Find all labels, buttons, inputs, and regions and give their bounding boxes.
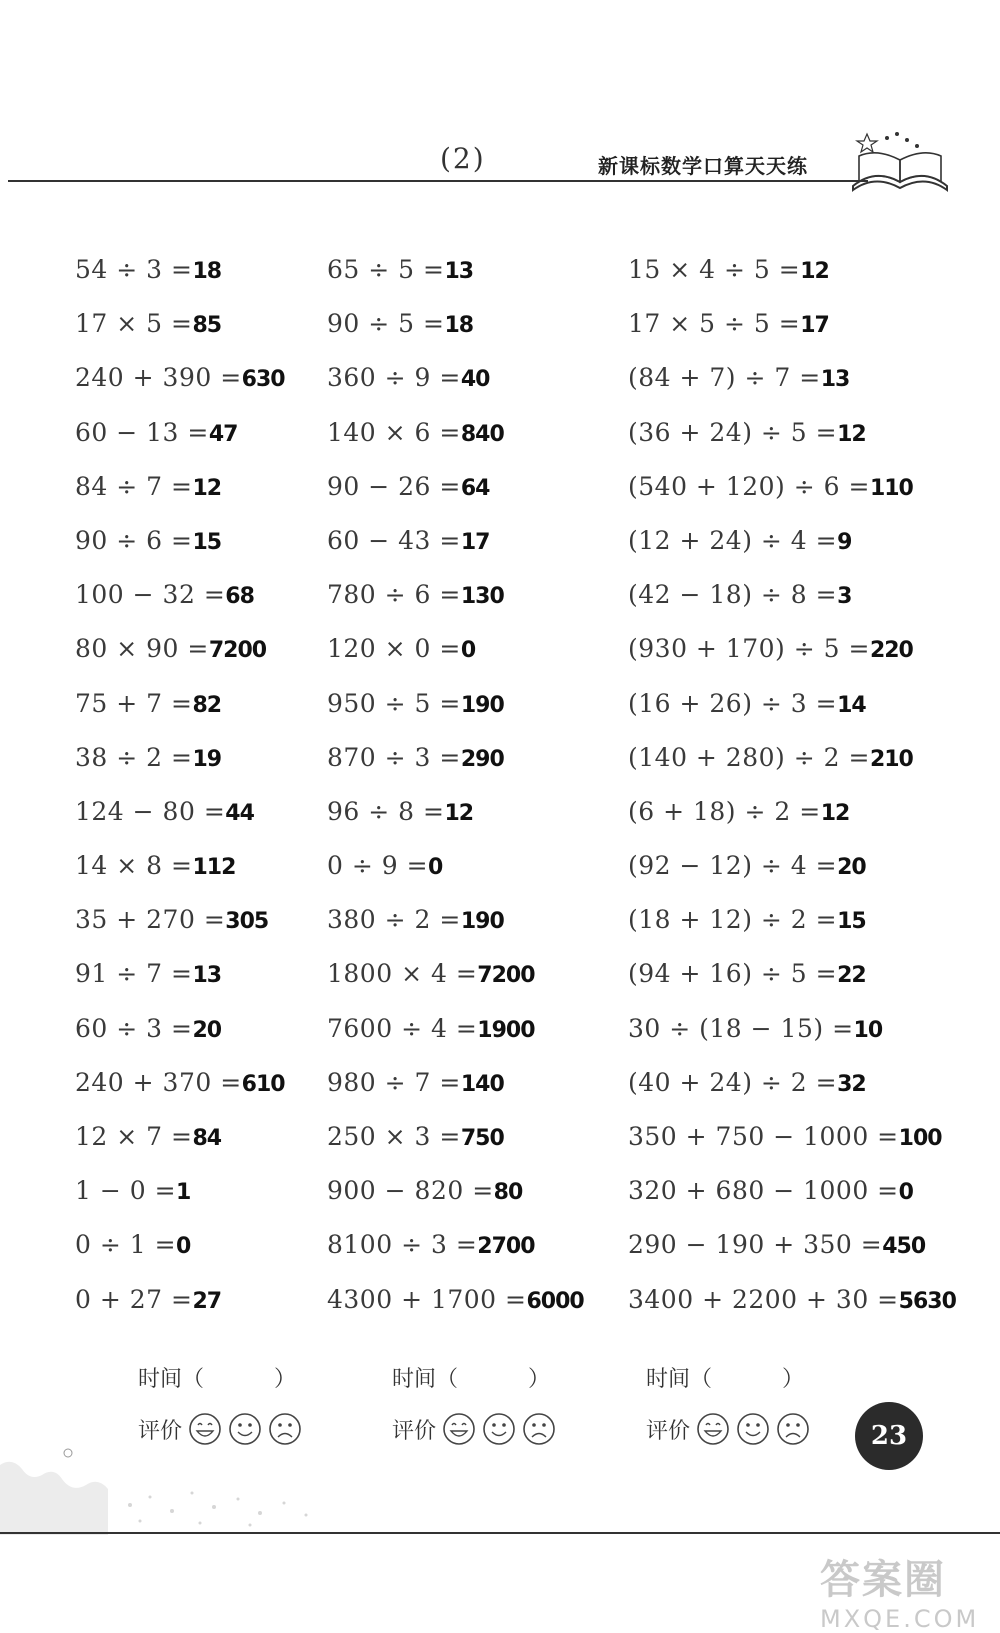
exercise-item	[327, 689, 584, 743]
exercise-item	[327, 743, 584, 797]
exercise-answer: 13	[820, 367, 850, 393]
exercise-item	[327, 851, 584, 905]
exercise-item	[628, 1068, 956, 1122]
book-title: 新课标数学口算天天练	[598, 154, 808, 178]
exercise-item	[628, 797, 956, 851]
watermark-domain: MXQE.COM	[820, 1605, 980, 1633]
exercise-answer: 17	[460, 529, 490, 555]
exercise-item	[327, 580, 584, 634]
exercise-question: 75 + 7 =	[75, 688, 193, 718]
exercise-question: (92 − 12) ÷ 4 =	[628, 851, 838, 881]
exercise-answer: 40	[460, 367, 490, 393]
exercise-answer: 305	[225, 909, 269, 935]
exercise-item	[75, 634, 285, 688]
exercise-question: 96 ÷ 8 =	[327, 796, 445, 826]
exercise-answer: 14	[837, 692, 866, 718]
exercise-answer: 610	[241, 1071, 285, 1097]
exercise-answer: 82	[192, 692, 222, 718]
exercise-answer: 18	[192, 259, 222, 284]
exercise-answer: 140	[460, 1071, 504, 1097]
exercise-answer: 12	[837, 421, 866, 447]
exercise-answer: 1900	[477, 1017, 535, 1043]
exercise-item	[75, 743, 285, 797]
exercise-answer: 190	[460, 909, 504, 935]
exercise-answer: 450	[882, 1234, 926, 1260]
exercise-answer: 6000	[526, 1288, 584, 1314]
exercise-answer: 3	[837, 584, 852, 610]
exercise-question: 4300 + 1700 =	[327, 1284, 527, 1314]
time-record	[646, 1362, 810, 1412]
exercise-item	[327, 797, 584, 851]
exercise-answer: 20	[192, 1017, 222, 1043]
exercise-column-1	[75, 255, 285, 1339]
exercise-answer: 44	[225, 800, 254, 826]
exercise-answer: 2700	[477, 1234, 535, 1260]
time-label: 时间（	[138, 1367, 205, 1392]
exercise-question: 80 × 90 =	[75, 634, 209, 664]
exercise-item	[628, 634, 956, 688]
laughing-face-icon[interactable]	[696, 1412, 730, 1446]
exercise-question: 240 + 390 =	[75, 363, 242, 393]
exercise-answer: 18	[444, 313, 474, 339]
exercise-answer: 0	[428, 855, 443, 881]
exercise-answer: 80	[493, 1180, 523, 1206]
time-close: ）	[274, 1367, 297, 1392]
laughing-face-icon[interactable]	[188, 1412, 222, 1446]
exercise-item	[628, 255, 956, 309]
decorative-corner-pattern	[0, 1445, 330, 1535]
exercise-answer: 47	[208, 421, 238, 447]
exercise-question: 17 × 5 =	[75, 309, 193, 339]
section-label: (2)	[440, 142, 486, 175]
exercise-item	[327, 1068, 584, 1122]
exercise-answer: 7200	[477, 963, 535, 989]
exercise-question: (42 − 18) ÷ 8 =	[628, 580, 838, 610]
exercise-question: 360 ÷ 9 =	[327, 363, 461, 393]
exercise-item	[327, 905, 584, 959]
evaluation-label: 评价	[138, 1418, 183, 1444]
exercise-answer: 68	[225, 584, 254, 610]
evaluation-record	[392, 1412, 556, 1446]
exercise-item	[628, 959, 956, 1013]
exercise-answer: 13	[444, 259, 474, 284]
exercise-answer: 0	[176, 1234, 191, 1260]
evaluation-record	[138, 1412, 302, 1446]
exercise-item	[628, 1122, 956, 1176]
time-record	[392, 1362, 556, 1412]
exercise-question: (18 + 12) ÷ 2 =	[628, 905, 838, 935]
evaluation-label: 评价	[646, 1418, 691, 1444]
exercise-question: 12 × 7 =	[75, 1122, 193, 1151]
exercise-answer: 15	[837, 909, 866, 935]
exercise-item	[628, 309, 956, 363]
exercise-item	[75, 255, 285, 309]
exercise-question: 0 ÷ 1 =	[75, 1230, 177, 1260]
exercise-question: 0 + 27 =	[75, 1284, 193, 1314]
exercise-question: 950 ÷ 5 =	[327, 688, 461, 718]
exercise-question: 60 − 43 =	[327, 525, 461, 555]
footer-column-3	[646, 1362, 810, 1446]
exercise-item	[327, 1176, 584, 1230]
exercise-item	[628, 1014, 956, 1068]
exercise-answer: 20	[837, 855, 866, 881]
exercise-item	[327, 363, 584, 417]
sad-face-icon[interactable]	[522, 1412, 556, 1446]
open-book-icon	[845, 126, 955, 196]
exercise-answer: 12	[820, 800, 850, 826]
exercise-question: 54 ÷ 3 =	[75, 255, 193, 284]
exercise-item	[628, 743, 956, 797]
exercise-question: 780 ÷ 6 =	[327, 580, 461, 610]
exercise-answer: 290	[460, 746, 504, 772]
exercise-answer: 12	[800, 259, 829, 284]
watermark-logo-text: 答案圈	[820, 1557, 946, 1603]
exercise-question: 30 ÷ (18 − 15) =	[628, 1013, 854, 1043]
exercise-question: 320 + 680 − 1000 =	[628, 1176, 899, 1206]
exercise-item	[75, 363, 285, 417]
exercise-question: 0 ÷ 9 =	[327, 851, 429, 881]
exercise-answer: 0	[898, 1180, 913, 1206]
exercise-item	[75, 418, 285, 472]
exercise-question: 60 ÷ 3 =	[75, 1013, 193, 1043]
exercise-item	[75, 905, 285, 959]
exercise-answer: 27	[192, 1288, 222, 1314]
exercise-item	[628, 526, 956, 580]
exercise-question: (12 + 24) ÷ 4 =	[628, 525, 838, 555]
exercise-question: 7600 ÷ 4 =	[327, 1013, 478, 1043]
exercise-item	[628, 851, 956, 905]
exercise-answer: 7200	[208, 638, 267, 664]
exercise-item	[75, 526, 285, 580]
exercise-question: (140 + 280) ÷ 2 =	[628, 742, 870, 772]
exercise-item	[75, 797, 285, 851]
exercise-item	[75, 1285, 285, 1339]
exercise-question: 120 × 0 =	[327, 634, 461, 664]
exercise-item	[327, 1285, 584, 1339]
exercise-answer: 64	[460, 475, 490, 501]
page-number-badge: 23	[855, 1402, 923, 1470]
evaluation-record	[646, 1412, 810, 1446]
exercise-question: (94 + 16) ÷ 5 =	[628, 959, 838, 989]
exercise-answer: 750	[460, 1126, 504, 1151]
exercise-answer: 12	[444, 800, 474, 826]
exercise-item	[75, 309, 285, 363]
exercise-answer: 32	[837, 1071, 866, 1097]
exercise-item	[327, 959, 584, 1013]
smiling-face-icon[interactable]	[228, 1412, 262, 1446]
laughing-face-icon[interactable]	[442, 1412, 476, 1446]
exercise-question: 124 − 80 =	[75, 796, 226, 826]
exercise-answer: 190	[460, 692, 504, 718]
exercise-item	[75, 1014, 285, 1068]
time-close: ）	[782, 1367, 805, 1392]
exercise-question: 90 − 26 =	[327, 471, 461, 501]
exercise-item	[628, 472, 956, 526]
exercise-answer: 22	[837, 963, 866, 989]
sad-face-icon[interactable]	[268, 1412, 302, 1446]
smiling-face-icon[interactable]	[736, 1412, 770, 1446]
exercise-item	[628, 363, 956, 417]
exercise-answer: 15	[192, 529, 222, 555]
sad-face-icon[interactable]	[776, 1412, 810, 1446]
exercise-question: 290 − 190 + 350 =	[628, 1230, 883, 1260]
exercise-answer: 10	[853, 1017, 883, 1043]
exercise-question: (930 + 170) ÷ 5 =	[628, 634, 870, 664]
exercise-item	[327, 526, 584, 580]
page-header	[0, 120, 1000, 210]
exercise-question: 1 − 0 =	[75, 1176, 177, 1206]
exercise-question: 65 ÷ 5 =	[327, 255, 445, 284]
exercise-answer: 84	[192, 1126, 222, 1151]
exercise-question: 870 ÷ 3 =	[327, 742, 461, 772]
exercise-item	[327, 255, 584, 309]
exercise-item	[327, 472, 584, 526]
exercise-answer: 130	[460, 584, 504, 610]
exercise-question: 1800 × 4 =	[327, 959, 478, 989]
exercise-question: 8100 ÷ 3 =	[327, 1230, 478, 1260]
time-record	[138, 1362, 302, 1412]
exercise-question: (540 + 120) ÷ 6 =	[628, 471, 870, 501]
exercise-answer: 9	[837, 529, 852, 555]
time-label: 时间（	[392, 1367, 459, 1392]
exercise-question: 14 × 8 =	[75, 851, 193, 881]
exercise-item	[75, 1176, 285, 1230]
exercise-item	[75, 472, 285, 526]
exercise-item	[327, 1122, 584, 1176]
exercise-item	[628, 689, 956, 743]
exercise-question: 3400 + 2200 + 30 =	[628, 1284, 899, 1314]
exercise-answer: 210	[869, 746, 913, 772]
exercise-item	[75, 1068, 285, 1122]
exercise-question: (6 + 18) ÷ 2 =	[628, 796, 821, 826]
exercise-item	[327, 1230, 584, 1284]
exercise-question: 980 ÷ 7 =	[327, 1067, 461, 1097]
exercise-question: (84 + 7) ÷ 7 =	[628, 363, 821, 393]
exercise-item	[75, 580, 285, 634]
exercise-item	[327, 1014, 584, 1068]
exercise-answer: 630	[241, 367, 285, 393]
exercise-question: (16 + 26) ÷ 3 =	[628, 688, 838, 718]
exercise-answer: 12	[192, 475, 222, 501]
exercise-answer: 85	[192, 313, 222, 339]
exercise-answer: 17	[800, 313, 829, 339]
exercise-item	[75, 1230, 285, 1284]
exercise-question: 900 − 820 =	[327, 1176, 494, 1206]
exercise-question: 140 × 6 =	[327, 417, 461, 447]
exercise-item	[628, 418, 956, 472]
exercise-item	[75, 1122, 285, 1176]
footer-rule	[0, 1532, 1000, 1534]
smiling-face-icon[interactable]	[482, 1412, 516, 1446]
exercise-question: (36 + 24) ÷ 5 =	[628, 417, 838, 447]
exercise-column-3	[628, 255, 956, 1339]
exercise-answer: 19	[192, 746, 222, 772]
exercise-answer: 840	[460, 421, 504, 447]
exercise-answer: 110	[869, 475, 913, 501]
header-rule	[8, 180, 868, 182]
exercise-answer: 220	[869, 638, 913, 664]
exercise-item	[75, 959, 285, 1013]
time-label: 时间（	[646, 1367, 713, 1392]
exercise-question: 60 − 13 =	[75, 417, 209, 447]
exercise-item	[628, 905, 956, 959]
exercise-question: 380 ÷ 2 =	[327, 905, 461, 935]
exercise-column-2	[327, 255, 584, 1339]
exercise-question: 91 ÷ 7 =	[75, 959, 193, 989]
exercise-question: 240 + 370 =	[75, 1067, 242, 1097]
exercise-answer: 100	[898, 1126, 942, 1151]
exercise-item	[628, 1285, 956, 1339]
exercise-question: 90 ÷ 6 =	[75, 525, 193, 555]
footer-column-2	[392, 1362, 556, 1446]
exercise-answer: 13	[192, 963, 222, 989]
exercise-question: (40 + 24) ÷ 2 =	[628, 1067, 838, 1097]
exercise-question: 90 ÷ 5 =	[327, 309, 445, 339]
exercise-question: 350 + 750 − 1000 =	[628, 1122, 899, 1151]
exercise-answer: 0	[460, 638, 476, 664]
evaluation-label: 评价	[392, 1418, 437, 1444]
watermark	[820, 1548, 979, 1633]
exercise-question: 100 − 32 =	[75, 580, 226, 610]
exercise-item	[327, 309, 584, 363]
exercise-answer: 5630	[898, 1288, 956, 1314]
exercise-question: 35 + 270 =	[75, 905, 226, 935]
exercise-question: 17 × 5 ÷ 5 =	[628, 309, 801, 339]
exercise-item	[75, 851, 285, 905]
exercise-question: 250 × 3 =	[327, 1122, 461, 1151]
exercise-question: 84 ÷ 7 =	[75, 471, 193, 501]
exercise-item	[327, 418, 584, 472]
exercise-item	[628, 1230, 956, 1284]
footer-column-1	[138, 1362, 302, 1446]
exercise-question: 15 × 4 ÷ 5 =	[628, 255, 801, 284]
exercise-answer: 1	[176, 1180, 191, 1206]
exercise-question: 38 ÷ 2 =	[75, 742, 193, 772]
exercise-answer: 112	[192, 855, 236, 881]
time-close: ）	[528, 1367, 551, 1392]
exercise-item	[327, 634, 584, 688]
exercise-item	[75, 689, 285, 743]
exercise-item	[628, 580, 956, 634]
exercise-item	[628, 1176, 956, 1230]
